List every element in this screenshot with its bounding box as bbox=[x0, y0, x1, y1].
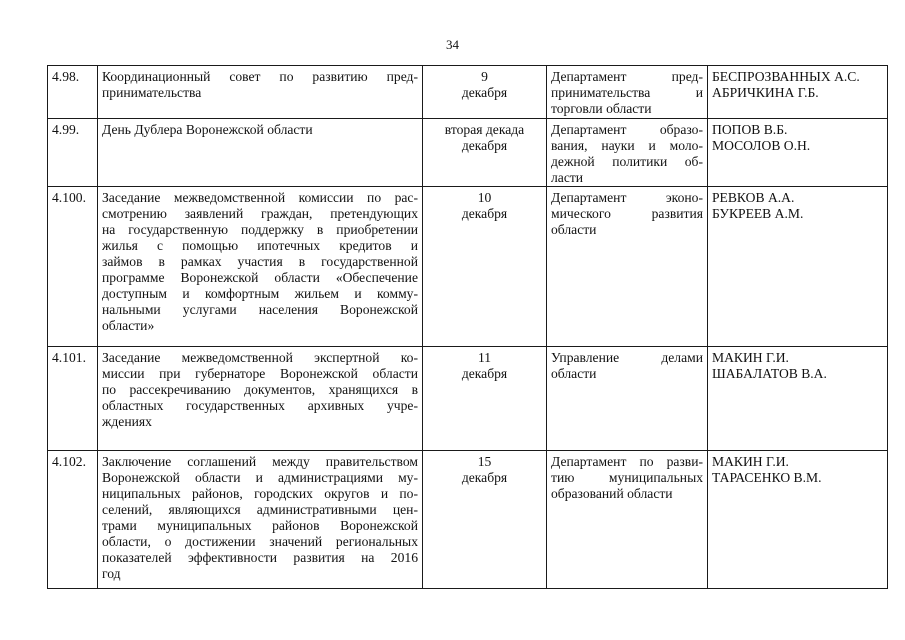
event-line: Заседание межведомственной комиссии по рас- bbox=[102, 190, 418, 205]
event-line: нальными услугами населения Воронежской bbox=[102, 302, 418, 317]
item-number: 4.100. bbox=[48, 187, 98, 347]
event-line: День Дублера Воронежской области bbox=[102, 122, 313, 137]
responsible-cell bbox=[708, 187, 888, 347]
event-line: принимательства bbox=[102, 85, 202, 100]
department-cell bbox=[547, 187, 708, 347]
page-number: 34 bbox=[446, 37, 459, 52]
date-cell bbox=[423, 119, 547, 187]
department-line: образований области bbox=[551, 486, 673, 501]
event-line: миссии при губернаторе Воронежской области bbox=[102, 366, 418, 381]
table-row bbox=[48, 347, 888, 451]
event-cell bbox=[98, 451, 423, 589]
date-line: 15 bbox=[477, 454, 492, 469]
responsible-name: БУКРЕЕВ А.М. bbox=[712, 206, 804, 221]
event-line: доступным и комфортным жильем и комму- bbox=[102, 286, 418, 301]
event-line: жилья с помощью ипотечных кредитов и bbox=[102, 238, 418, 253]
event-line: по рассекречиванию документов, хранящихся в bbox=[102, 382, 418, 397]
date-cell bbox=[423, 451, 547, 589]
event-line: трами муниципальных районов Воронежской bbox=[102, 518, 418, 533]
responsible-name: МАКИН Г.И. bbox=[712, 350, 789, 365]
responsible-name: БЕСПРОЗВАННЫХ А.С. bbox=[712, 69, 860, 84]
department-cell bbox=[547, 347, 708, 451]
date-line: декабря bbox=[461, 470, 508, 485]
department-line: принимательства и bbox=[551, 85, 703, 100]
event-line: Координационный совет по развитию пред- bbox=[102, 69, 418, 84]
event-line: показателей эффективности развития на 2016 bbox=[102, 550, 418, 565]
table-row bbox=[48, 119, 888, 187]
date-line: 9 bbox=[481, 69, 488, 84]
responsible-cell bbox=[708, 66, 888, 119]
event-line: год bbox=[102, 566, 121, 581]
date-cell bbox=[423, 187, 547, 347]
department-line: Департамент эконо- bbox=[551, 190, 703, 205]
department-line: Департамент образо- bbox=[551, 122, 703, 137]
event-cell bbox=[98, 187, 423, 347]
events-table bbox=[47, 65, 888, 589]
event-line: на государственную поддержку в приобретении bbox=[102, 222, 418, 237]
item-number: 4.101. bbox=[48, 347, 98, 451]
department-line: Управление делами bbox=[551, 350, 703, 365]
table-row bbox=[48, 66, 888, 119]
department-line: Департамент пред- bbox=[551, 69, 703, 84]
event-line: Воронежской области и администрациями му- bbox=[102, 470, 418, 485]
event-cell bbox=[98, 119, 423, 187]
responsible-cell bbox=[708, 119, 888, 187]
department-line: ласти bbox=[551, 170, 584, 185]
department-line: тию муниципальных bbox=[551, 470, 703, 485]
event-line: программе Воронежской области «Обеспечение bbox=[102, 270, 418, 285]
responsible-name: ПОПОВ В.Б. bbox=[712, 122, 788, 137]
item-number: 4.102. bbox=[48, 451, 98, 589]
date-line: декабря bbox=[461, 138, 508, 153]
event-cell bbox=[98, 66, 423, 119]
date-line: декабря bbox=[461, 206, 508, 221]
department-line: Департамент по разви- bbox=[551, 454, 703, 469]
department-line: области bbox=[551, 222, 597, 237]
event-line: областных государственных архивных учре- bbox=[102, 398, 418, 413]
date-line: 11 bbox=[477, 350, 492, 365]
responsible-name: МОСОЛОВ О.Н. bbox=[712, 138, 811, 153]
item-number: 4.98. bbox=[48, 66, 98, 119]
department-line: торговли области bbox=[551, 101, 652, 116]
event-line: займов в рамках участия в государственной bbox=[102, 254, 418, 269]
date-cell bbox=[423, 347, 547, 451]
event-line: смотрению заявлений граждан, претендующих bbox=[102, 206, 418, 221]
event-line: области» bbox=[102, 318, 155, 333]
department-line: дежной политики об- bbox=[551, 154, 703, 169]
event-line: области, о достижении значений региональных bbox=[102, 534, 418, 549]
responsible-cell bbox=[708, 347, 888, 451]
date-line: вторая декада bbox=[444, 122, 525, 137]
responsible-name: РЕВКОВ А.А. bbox=[712, 190, 795, 205]
date-cell bbox=[423, 66, 547, 119]
event-line: ждениях bbox=[102, 414, 152, 429]
event-line: Заключение соглашений между правительством bbox=[102, 454, 418, 469]
department-line: мического развития bbox=[551, 206, 703, 221]
department-line: области bbox=[551, 366, 597, 381]
table-row bbox=[48, 187, 888, 347]
responsible-name: ШАБАЛАТОВ В.А. bbox=[712, 366, 827, 381]
date-line: 10 bbox=[477, 190, 492, 205]
responsible-name: АБРИЧКИНА Г.Б. bbox=[712, 85, 819, 100]
date-line: декабря bbox=[461, 366, 508, 381]
department-cell bbox=[547, 451, 708, 589]
event-cell bbox=[98, 347, 423, 451]
table-row bbox=[48, 451, 888, 589]
department-cell bbox=[547, 66, 708, 119]
department-cell bbox=[547, 119, 708, 187]
date-line: декабря bbox=[461, 85, 508, 100]
responsible-name: ТАРАСЕНКО В.М. bbox=[712, 470, 822, 485]
event-line: Заседание межведомственной экспертной ко- bbox=[102, 350, 418, 365]
event-line: ниципальных районов, городских округов и по- bbox=[102, 486, 418, 501]
item-number: 4.99. bbox=[48, 119, 98, 187]
responsible-name: МАКИН Г.И. bbox=[712, 454, 789, 469]
department-line: вания, науки и моло- bbox=[551, 138, 703, 153]
responsible-cell bbox=[708, 451, 888, 589]
event-line: селений, являющихся административными цен- bbox=[102, 502, 418, 517]
